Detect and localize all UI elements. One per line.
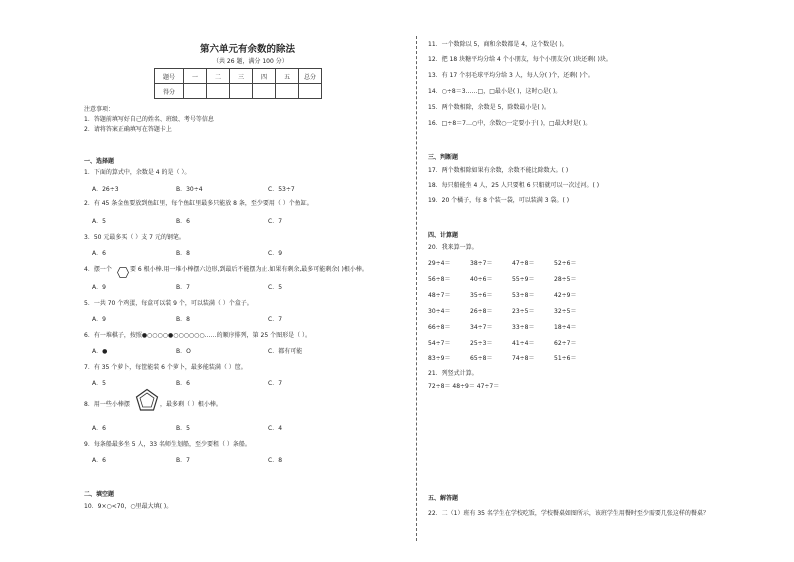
score-table-score-row <box>155 84 322 99</box>
q6-option-a: A．● <box>92 348 108 355</box>
question-2: 2．有 45 条金鱼要放到鱼缸里，每个鱼缸里最多只能放 8 条，至少要用（ ）个鱼缸。 <box>84 200 313 207</box>
score-header-cell: 一 <box>184 69 207 84</box>
question-4-part-a: 4．摆一个 <box>84 266 112 273</box>
question-11: 11．一个数除以 5，商和余数都是 4，这个数是( )。 <box>428 41 568 48</box>
calc-item: 35÷6＝ <box>470 292 493 299</box>
calc-item: 55÷9＝ <box>512 276 535 283</box>
score-header-cell: 题号 <box>155 69 184 84</box>
score-cell[interactable] <box>253 84 276 99</box>
calc-item: 48÷7＝ <box>428 292 451 299</box>
page-title: 第六单元有余数的除法 <box>200 44 296 55</box>
score-header-cell: 总分 <box>299 69 322 84</box>
calc-item: 26÷8＝ <box>470 308 493 315</box>
q5-option-a: A．9 <box>92 316 106 323</box>
q9-option-b: B．7 <box>176 457 190 464</box>
score-header-cell: 五 <box>276 69 299 84</box>
question-1: 1．下面的算式中，余数是 4 的是（ ）。 <box>84 169 191 176</box>
question-14: 14．○÷8＝3……□，□最小是( )，这时○是( )。 <box>428 88 562 95</box>
question-16: 16．□÷8＝7…○中，余数○一定要小于( )，□最大时是( )。 <box>428 120 592 127</box>
question-4-part-b: 要 6 根小棒.用一堆小棒摆六边形,到最后不能摆为止.如果有剩余,最多可能剩余( )根小棒。 <box>130 266 368 273</box>
q5-option-c: C．7 <box>268 316 283 323</box>
q2-option-a: A．5 <box>92 218 106 225</box>
calc-item: 34÷7＝ <box>470 324 493 331</box>
q8-option-a: A．6 <box>92 425 106 432</box>
calc-item: 51÷6＝ <box>554 355 577 362</box>
q4-option-b: B．7 <box>176 284 190 291</box>
score-table-header-row <box>155 69 322 84</box>
section-heading: 五、解答题 <box>428 495 459 502</box>
question-20: 20．我来算一算。 <box>428 244 478 251</box>
question-15: 15．两个数相除，余数是 5，除数最小是( )。 <box>428 104 550 111</box>
question-6: 6．有一堆棋子，按照●○○○○●○○○○○○……的顺序排列，第 25 个图形是（ ）。 <box>84 332 311 339</box>
question-21-items: 72÷8＝ 48÷9＝ 47÷7＝ <box>428 383 500 390</box>
q7-option-b: B．6 <box>176 380 190 387</box>
score-cell[interactable] <box>276 84 299 99</box>
q2-option-b: B．6 <box>176 218 190 225</box>
calc-item: 65÷8＝ <box>470 355 493 362</box>
q9-option-c: C．8 <box>268 457 283 464</box>
question-8-part-b: ，最多剩（ ）根小棒。 <box>160 401 222 408</box>
calc-item: 53÷8＝ <box>512 292 535 299</box>
calc-item: 33÷8＝ <box>512 324 535 331</box>
section-heading: 三、判断题 <box>428 154 459 161</box>
score-cell[interactable] <box>230 84 253 99</box>
notes-heading: 注意事项： <box>84 106 115 113</box>
q4-option-a: A．9 <box>92 284 106 291</box>
score-row-label: 得分 <box>155 84 184 99</box>
calc-item: 28÷5＝ <box>554 276 577 283</box>
calc-item: 42÷9＝ <box>554 292 577 299</box>
pentagon-icon <box>135 388 159 412</box>
score-cell[interactable] <box>299 84 322 99</box>
column-divider <box>416 36 417 541</box>
score-cell[interactable] <box>184 84 207 99</box>
calc-item: 83÷9＝ <box>428 355 451 362</box>
q3-option-b: B．8 <box>176 250 190 257</box>
calc-item: 54÷7＝ <box>428 340 451 347</box>
q4-option-c: C．5 <box>268 284 283 291</box>
notes-item: 2．请将答案正确填写在答题卡上 <box>84 126 172 133</box>
calc-item: 47÷8＝ <box>512 260 535 267</box>
score-cell[interactable] <box>207 84 230 99</box>
q5-option-b: B．8 <box>176 316 190 323</box>
notes-item: 1．答题前填写好自己的姓名、班级、考号等信息 <box>84 116 214 123</box>
score-header-cell: 二 <box>207 69 230 84</box>
calc-item: 32÷5＝ <box>554 308 577 315</box>
calc-item: 52÷6＝ <box>554 260 577 267</box>
question-19: 19．20 个橘子，每 8 个装一袋，可以装满 3 袋。( ) <box>428 197 570 204</box>
question-17: 17．两个数相除如果有余数，余数不能比除数大。( ) <box>428 167 569 174</box>
question-18: 18．每只船能坐 4 人，25 人只要租 6 只船就可以一次过河。( ) <box>428 182 600 189</box>
score-header-cell: 三 <box>230 69 253 84</box>
question-22: 22．二（1）班有 35 名学生在学校吃饭，学校餐桌如图所示，该班学生用餐时至少需要几张这样的餐桌？ <box>428 510 709 517</box>
calc-item: 18÷4＝ <box>554 324 577 331</box>
question-10: 10．9×○<70，○里最大填( )。 <box>84 503 173 510</box>
calc-item: 74÷8＝ <box>512 355 535 362</box>
question-9: 9．每条船最多坐 5 人，33 名师生划船，至少要租（ ）条船。 <box>84 441 251 448</box>
page-subtitle: （共 26 题，满分 100 分） <box>213 58 288 65</box>
calc-item: 62÷7＝ <box>554 340 577 347</box>
question-3: 3．50 元最多买（ ）支 7 元的钢笔。 <box>84 234 185 241</box>
q7-option-c: C．7 <box>268 380 283 387</box>
calc-item: 40÷6＝ <box>470 276 493 283</box>
q6-option-b: B．O <box>176 348 191 355</box>
q1-option-a: A．26÷3 <box>92 186 119 193</box>
score-table <box>154 68 322 99</box>
section-heading: 二、填空题 <box>84 491 115 498</box>
q2-option-c: C．7 <box>268 218 283 225</box>
hexagon-icon <box>117 263 129 274</box>
calc-item: 25÷3＝ <box>470 340 493 347</box>
question-7: 7．有 35 个萝卜，每筐能装 6 个萝卜，最多能装满（ ）筐。 <box>84 364 247 371</box>
question-21: 21．列竖式计算。 <box>428 370 478 377</box>
question-12: 12．把 18 块糖平均分给 4 个小朋友，每个小朋友分( )块还剩( )块。 <box>428 56 612 63</box>
section-heading: 四、计算题 <box>428 232 459 239</box>
q9-option-a: A．6 <box>92 457 106 464</box>
q3-option-a: A．6 <box>92 250 106 257</box>
calc-item: 23÷5＝ <box>512 308 535 315</box>
question-5: 5．一共 70 个鸡蛋，每盒可以装 9 个，可以装满（ ）个盒子。 <box>84 300 253 307</box>
question-8-part-a: 8．用一些小棒摆 <box>84 401 130 408</box>
calc-item: 29÷4＝ <box>428 260 451 267</box>
q7-option-a: A．5 <box>92 380 106 387</box>
score-header-cell: 四 <box>253 69 276 84</box>
q1-option-b: B．30÷4 <box>176 186 203 193</box>
q3-option-c: C．9 <box>268 250 283 257</box>
q8-option-b: B．5 <box>176 425 190 432</box>
question-13: 13．有 17 个羽毛球平均分给 3 人，每人分( )个，还剩( )个。 <box>428 72 594 79</box>
calc-item: 38÷7＝ <box>470 260 493 267</box>
calc-item: 41÷4＝ <box>512 340 535 347</box>
q6-option-c: C．都有可能 <box>268 348 303 355</box>
q1-option-c: C．53÷7 <box>268 186 295 193</box>
calc-item: 30÷4＝ <box>428 308 451 315</box>
calc-item: 66÷8＝ <box>428 324 451 331</box>
q8-option-c: C．4 <box>268 425 283 432</box>
section-heading: 一、选择题 <box>84 158 115 165</box>
calc-item: 56÷8＝ <box>428 276 451 283</box>
